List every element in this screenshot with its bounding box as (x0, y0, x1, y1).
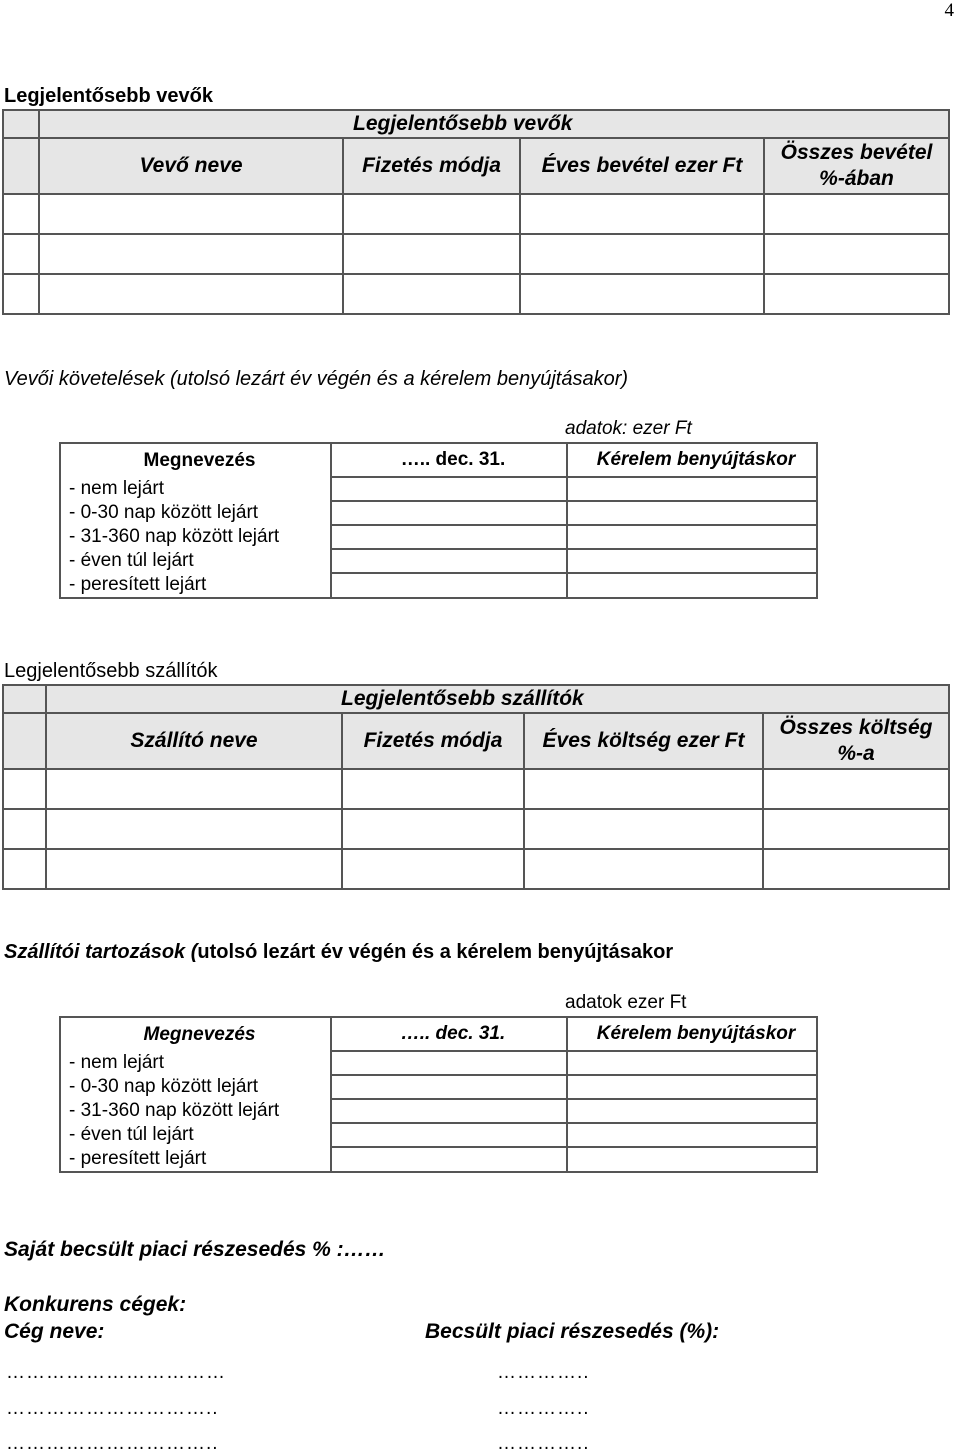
table-cell[interactable] (46, 849, 342, 889)
column-header-supplier-name: Szállító neve (46, 713, 342, 769)
table-row (3, 849, 949, 889)
customers-corner-cell (3, 110, 39, 138)
table-cell[interactable] (342, 809, 524, 849)
column-header-annual-revenue: Éves bevétel ezer Ft (520, 138, 764, 194)
table-cell[interactable] (342, 769, 524, 809)
table-cell[interactable] (764, 194, 949, 234)
suppliers-corner-cell (3, 685, 46, 713)
table-cell[interactable] (343, 274, 520, 314)
table-cell[interactable] (343, 234, 520, 274)
table-cell (3, 849, 46, 889)
table-cell[interactable] (331, 477, 567, 501)
table-cell[interactable] (567, 1075, 817, 1099)
competitor-share-blank[interactable]: ………….. (497, 1398, 590, 1419)
column-header-cost-percent: Összes költség %-a (763, 713, 949, 769)
column-header-payment-method: Fizetés módja (342, 713, 524, 769)
table-row (3, 194, 949, 234)
table-cell[interactable] (567, 1051, 817, 1075)
competitors-title: Konkurens cégek: (4, 1293, 187, 1316)
table-cell[interactable] (46, 769, 342, 809)
table-cell[interactable] (763, 769, 949, 809)
table-cell[interactable] (567, 1099, 817, 1123)
table-cell[interactable] (567, 1147, 817, 1172)
table-cell[interactable] (39, 234, 343, 274)
table-cell[interactable] (520, 234, 764, 274)
table-cell[interactable] (763, 849, 949, 889)
column-header-customer-name: Vevő neve (39, 138, 343, 194)
competitor-name-blank[interactable]: …………………………… (6, 1362, 226, 1383)
table-cell[interactable] (520, 274, 764, 314)
table-cell[interactable] (764, 234, 949, 274)
payables-section-title (4, 941, 673, 964)
table-cell[interactable] (567, 525, 817, 549)
table-cell[interactable] (764, 274, 949, 314)
receivables-unit-note: adatok: ezer Ft (565, 418, 692, 439)
receivables-table (59, 442, 818, 599)
table-cell[interactable] (520, 194, 764, 234)
competitor-share-label: Becsült piaci részesedés (%): (425, 1320, 720, 1343)
customers-index-header (3, 138, 39, 194)
table-cell (3, 274, 39, 314)
competitor-share-blank[interactable]: ………….. (497, 1433, 590, 1454)
table-row (3, 809, 949, 849)
table-cell (3, 194, 39, 234)
table-cell[interactable] (331, 573, 567, 598)
table-cell[interactable] (567, 477, 817, 501)
column-header-payment-method: Fizetés módja (343, 138, 520, 194)
receivables-row-label: - 31-360 nap között lejárt (60, 525, 331, 549)
column-header-annual-cost: Éves költség ezer Ft (524, 713, 763, 769)
payables-table (59, 1016, 818, 1173)
receivables-row-label: - 0-30 nap között lejárt (60, 501, 331, 525)
competitor-name-label: Cég neve: (4, 1320, 105, 1343)
payables-header-application: Kérelem benyújtáskor (567, 1017, 817, 1051)
payables-unit-note: adatok ezer Ft (565, 992, 687, 1013)
table-cell[interactable] (524, 769, 763, 809)
competitor-share-blank[interactable]: ………….. (497, 1362, 590, 1383)
competitor-name-blank[interactable]: ………………………….. (6, 1398, 219, 1419)
page-number: 4 (944, 0, 954, 21)
table-cell[interactable] (343, 194, 520, 234)
table-cell (3, 234, 39, 274)
payables-title-rest: utolsó lezárt év végén és a kérelem benyújtásakor (197, 941, 674, 963)
table-row (3, 274, 949, 314)
table-cell[interactable] (331, 1051, 567, 1075)
payables-header-name: Megnevezés (60, 1017, 331, 1051)
table-cell[interactable] (39, 194, 343, 234)
receivables-row-label: - éven túl lejárt (60, 549, 331, 573)
table-cell (3, 769, 46, 809)
receivables-header-name: Megnevezés (60, 443, 331, 477)
table-cell[interactable] (763, 809, 949, 849)
table-cell[interactable] (331, 549, 567, 573)
table-cell[interactable] (331, 501, 567, 525)
suppliers-index-header (3, 713, 46, 769)
table-row (3, 769, 949, 809)
payables-row-label: - peresített lejárt (60, 1147, 331, 1172)
customers-table (2, 109, 950, 315)
table-cell[interactable] (331, 1075, 567, 1099)
payables-row-label: - 31-360 nap között lejárt (60, 1099, 331, 1123)
competitor-name-blank[interactable]: ………………………….. (6, 1433, 219, 1454)
payables-row-label: - nem lejárt (60, 1051, 331, 1075)
table-cell[interactable] (331, 1123, 567, 1147)
table-cell (3, 809, 46, 849)
table-cell[interactable] (331, 525, 567, 549)
payables-row-label: - éven túl lejárt (60, 1123, 331, 1147)
table-cell[interactable] (524, 849, 763, 889)
receivables-header-year-end: ….. dec. 31. (331, 443, 567, 477)
table-cell[interactable] (567, 1123, 817, 1147)
customers-section-title: Legjelentősebb vevők (4, 85, 213, 107)
market-share-line: Saját becsült piaci részesedés % :…… (4, 1238, 386, 1261)
table-cell[interactable] (524, 809, 763, 849)
receivables-row-label: - nem lejárt (60, 477, 331, 501)
table-cell[interactable] (331, 1099, 567, 1123)
column-header-revenue-percent: Összes bevétel %-ában (764, 138, 949, 194)
receivables-header-application: Kérelem benyújtáskor (567, 443, 817, 477)
table-cell[interactable] (342, 849, 524, 889)
payables-row-label: - 0-30 nap között lejárt (60, 1075, 331, 1099)
suppliers-table-title: Legjelentősebb szállítók (46, 685, 949, 713)
customers-table-title: Legjelentősebb vevők (39, 110, 949, 138)
receivables-row-label: - peresített lejárt (60, 573, 331, 598)
suppliers-section-title: Legjelentősebb szállítók (4, 660, 218, 682)
table-cell[interactable] (39, 274, 343, 314)
payables-title-emphasis: Szállítói tartozások ( (4, 941, 198, 963)
receivables-section-title: Vevői követelések (utolsó lezárt év végén és a kérelem benyújtásakor) (4, 368, 629, 390)
payables-header-year-end: ….. dec. 31. (331, 1017, 567, 1051)
table-row (3, 234, 949, 274)
table-cell[interactable] (331, 1147, 567, 1172)
table-cell[interactable] (46, 809, 342, 849)
table-cell[interactable] (567, 501, 817, 525)
table-cell[interactable] (567, 573, 817, 598)
suppliers-table (2, 684, 950, 890)
table-cell[interactable] (567, 549, 817, 573)
